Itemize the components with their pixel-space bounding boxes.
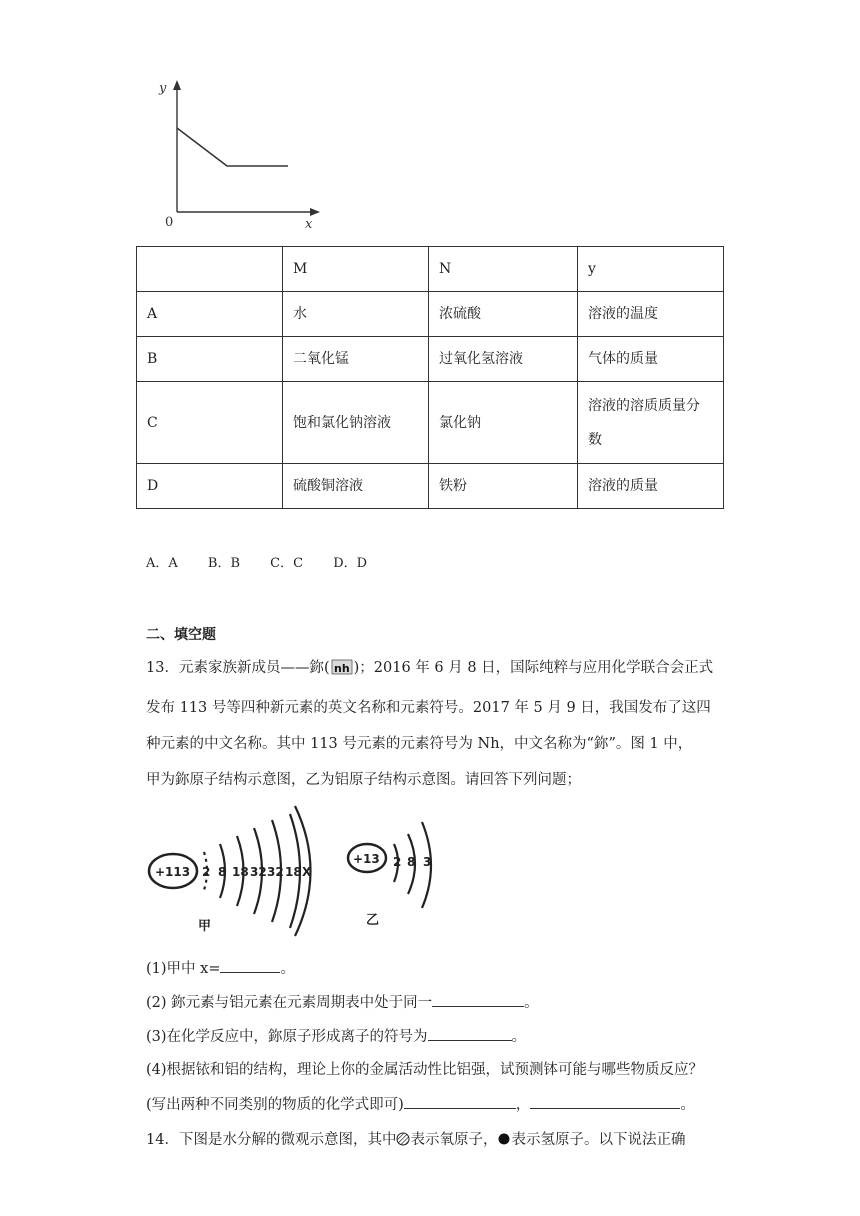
x-axis-label: x xyxy=(305,217,313,232)
table-cell: M xyxy=(283,247,429,292)
answer-blank[interactable] xyxy=(220,956,280,973)
table-cell: 二氧化锰 xyxy=(283,337,429,382)
atom-jia xyxy=(149,806,312,936)
svg-text:nh: nh xyxy=(333,662,350,675)
svg-text:甲: 甲 xyxy=(198,919,212,934)
q13-sub2-text: (2) 鉨元素与铝元素在元素周期表中处于同一 xyxy=(146,995,433,1011)
table-cell: 溶液的温度 xyxy=(578,292,724,337)
q14-line-1 xyxy=(146,1128,746,1149)
hydrogen-atom-icon xyxy=(497,1132,511,1146)
q14-text: 表示氢原子。以下说法正确 xyxy=(511,1132,686,1148)
q14-text: 表示氧原子， xyxy=(410,1132,498,1148)
atom-structure-diagram xyxy=(140,800,460,945)
table-cell: y xyxy=(578,247,724,292)
q13-text: 13．元素家族新成员——鉨( xyxy=(146,660,330,676)
section-title: 二、填空题 xyxy=(146,627,216,643)
q13-sub4-text: (写出两种不同类别的物质的化学式即可) xyxy=(146,1097,404,1113)
q13-sub2-end: 。 xyxy=(524,995,539,1011)
table-cell: 饱和氯化钠溶液 xyxy=(283,382,429,464)
option-c[interactable]: C．C xyxy=(270,556,304,571)
options-table xyxy=(136,246,724,509)
answer-blank[interactable] xyxy=(404,1092,516,1109)
atom-yi xyxy=(348,822,431,928)
q13-sub-4-line-2 xyxy=(146,1092,746,1114)
table-cell: 铁粉 xyxy=(429,464,578,509)
table-cell: 水 xyxy=(283,292,429,337)
table-cell: 气体的质量 xyxy=(578,337,724,382)
origin-label: 0 xyxy=(165,215,174,230)
option-a[interactable]: A．A xyxy=(146,556,178,571)
q14-text: 14．下图是水分解的微观示意图，其中 xyxy=(146,1132,397,1148)
table-row xyxy=(137,464,724,509)
q13-sub-3 xyxy=(146,1024,726,1046)
oxygen-atom-icon xyxy=(396,1132,410,1146)
option-b[interactable]: B．B xyxy=(207,556,241,571)
q13-line-2: 发布 113 号等四种新元素的英文名称和元素符号。2017 年 5 月 9 日，我国发布了这四 xyxy=(146,700,711,716)
answer-blank[interactable] xyxy=(428,1024,512,1041)
answer-blank[interactable] xyxy=(432,990,524,1007)
svg-text:2 8 18 32: 2 8 18 32 32 18 X xyxy=(202,865,312,879)
q13-sub3-end: 。 xyxy=(511,1029,527,1045)
table-cell: 溶液的质量 xyxy=(578,464,724,509)
table-cell: 硫酸铜溶液 xyxy=(283,464,429,509)
table-row xyxy=(137,292,724,337)
table-header-row xyxy=(137,247,724,292)
y-axis-arrow xyxy=(173,80,181,90)
svg-text:+113: +113 xyxy=(155,865,191,879)
table-cell xyxy=(137,247,283,292)
x-axis-arrow xyxy=(310,208,320,216)
table-cell: 过氧化氢溶液 xyxy=(429,337,578,382)
option-d[interactable]: D．D xyxy=(333,556,368,571)
q13-sub1-text: (1)甲中 x= xyxy=(146,961,221,977)
q13-sub-1 xyxy=(146,956,726,978)
graph-line xyxy=(177,128,288,166)
table-row xyxy=(137,382,724,464)
table-cell: 氯化钠 xyxy=(429,382,578,464)
table-cell: A xyxy=(137,292,283,337)
table-cell: B xyxy=(137,337,283,382)
line-graph xyxy=(150,78,330,234)
q13-line-1 xyxy=(146,656,726,677)
table-cell: D xyxy=(137,464,283,509)
answer-options xyxy=(146,552,393,571)
table-cell: N xyxy=(429,247,578,292)
svg-text:乙: 乙 xyxy=(366,913,380,928)
q13-sub-4-line-1: (4)根据铱和铝的结构，理论上你的金属活动性比铝强，试预测钵可能与哪些物质反应？ xyxy=(146,1062,704,1078)
q13-sub1-end: 。 xyxy=(280,961,295,977)
q13-sub3-text: (3)在化学反应中，鉨原子形成离子的符号为 xyxy=(146,1029,428,1045)
svg-text:+13: +13 xyxy=(353,852,380,866)
table-cell: 浓硫酸 xyxy=(429,292,578,337)
nh-symbol-icon xyxy=(331,659,353,675)
table-cell: 溶液的溶质质量分数 xyxy=(578,382,724,464)
answer-blank[interactable] xyxy=(530,1092,680,1109)
q13-line-4: 甲为鉨原子结构示意图，乙为铝原子结构示意图。请回答下列问题； xyxy=(146,772,581,788)
q13-text: )；2016 年 6 月 8 日，国际纯粹与应用化学联合会正式 xyxy=(353,660,714,676)
q13-sub-2 xyxy=(146,990,726,1012)
table-row xyxy=(137,337,724,382)
y-axis-label: y xyxy=(159,81,167,96)
q13-sub4-sep: ， xyxy=(515,1097,531,1113)
svg-text:2 8 3: 2 8 3 xyxy=(393,855,432,869)
table-cell: C xyxy=(137,382,283,464)
q13-line-3: 种元素的中文名称。其中 113 号元素的元素符号为 Nh，中文名称为“鉨”。图 1 中， xyxy=(146,736,693,752)
q13-sub4-end: 。 xyxy=(680,1097,695,1113)
